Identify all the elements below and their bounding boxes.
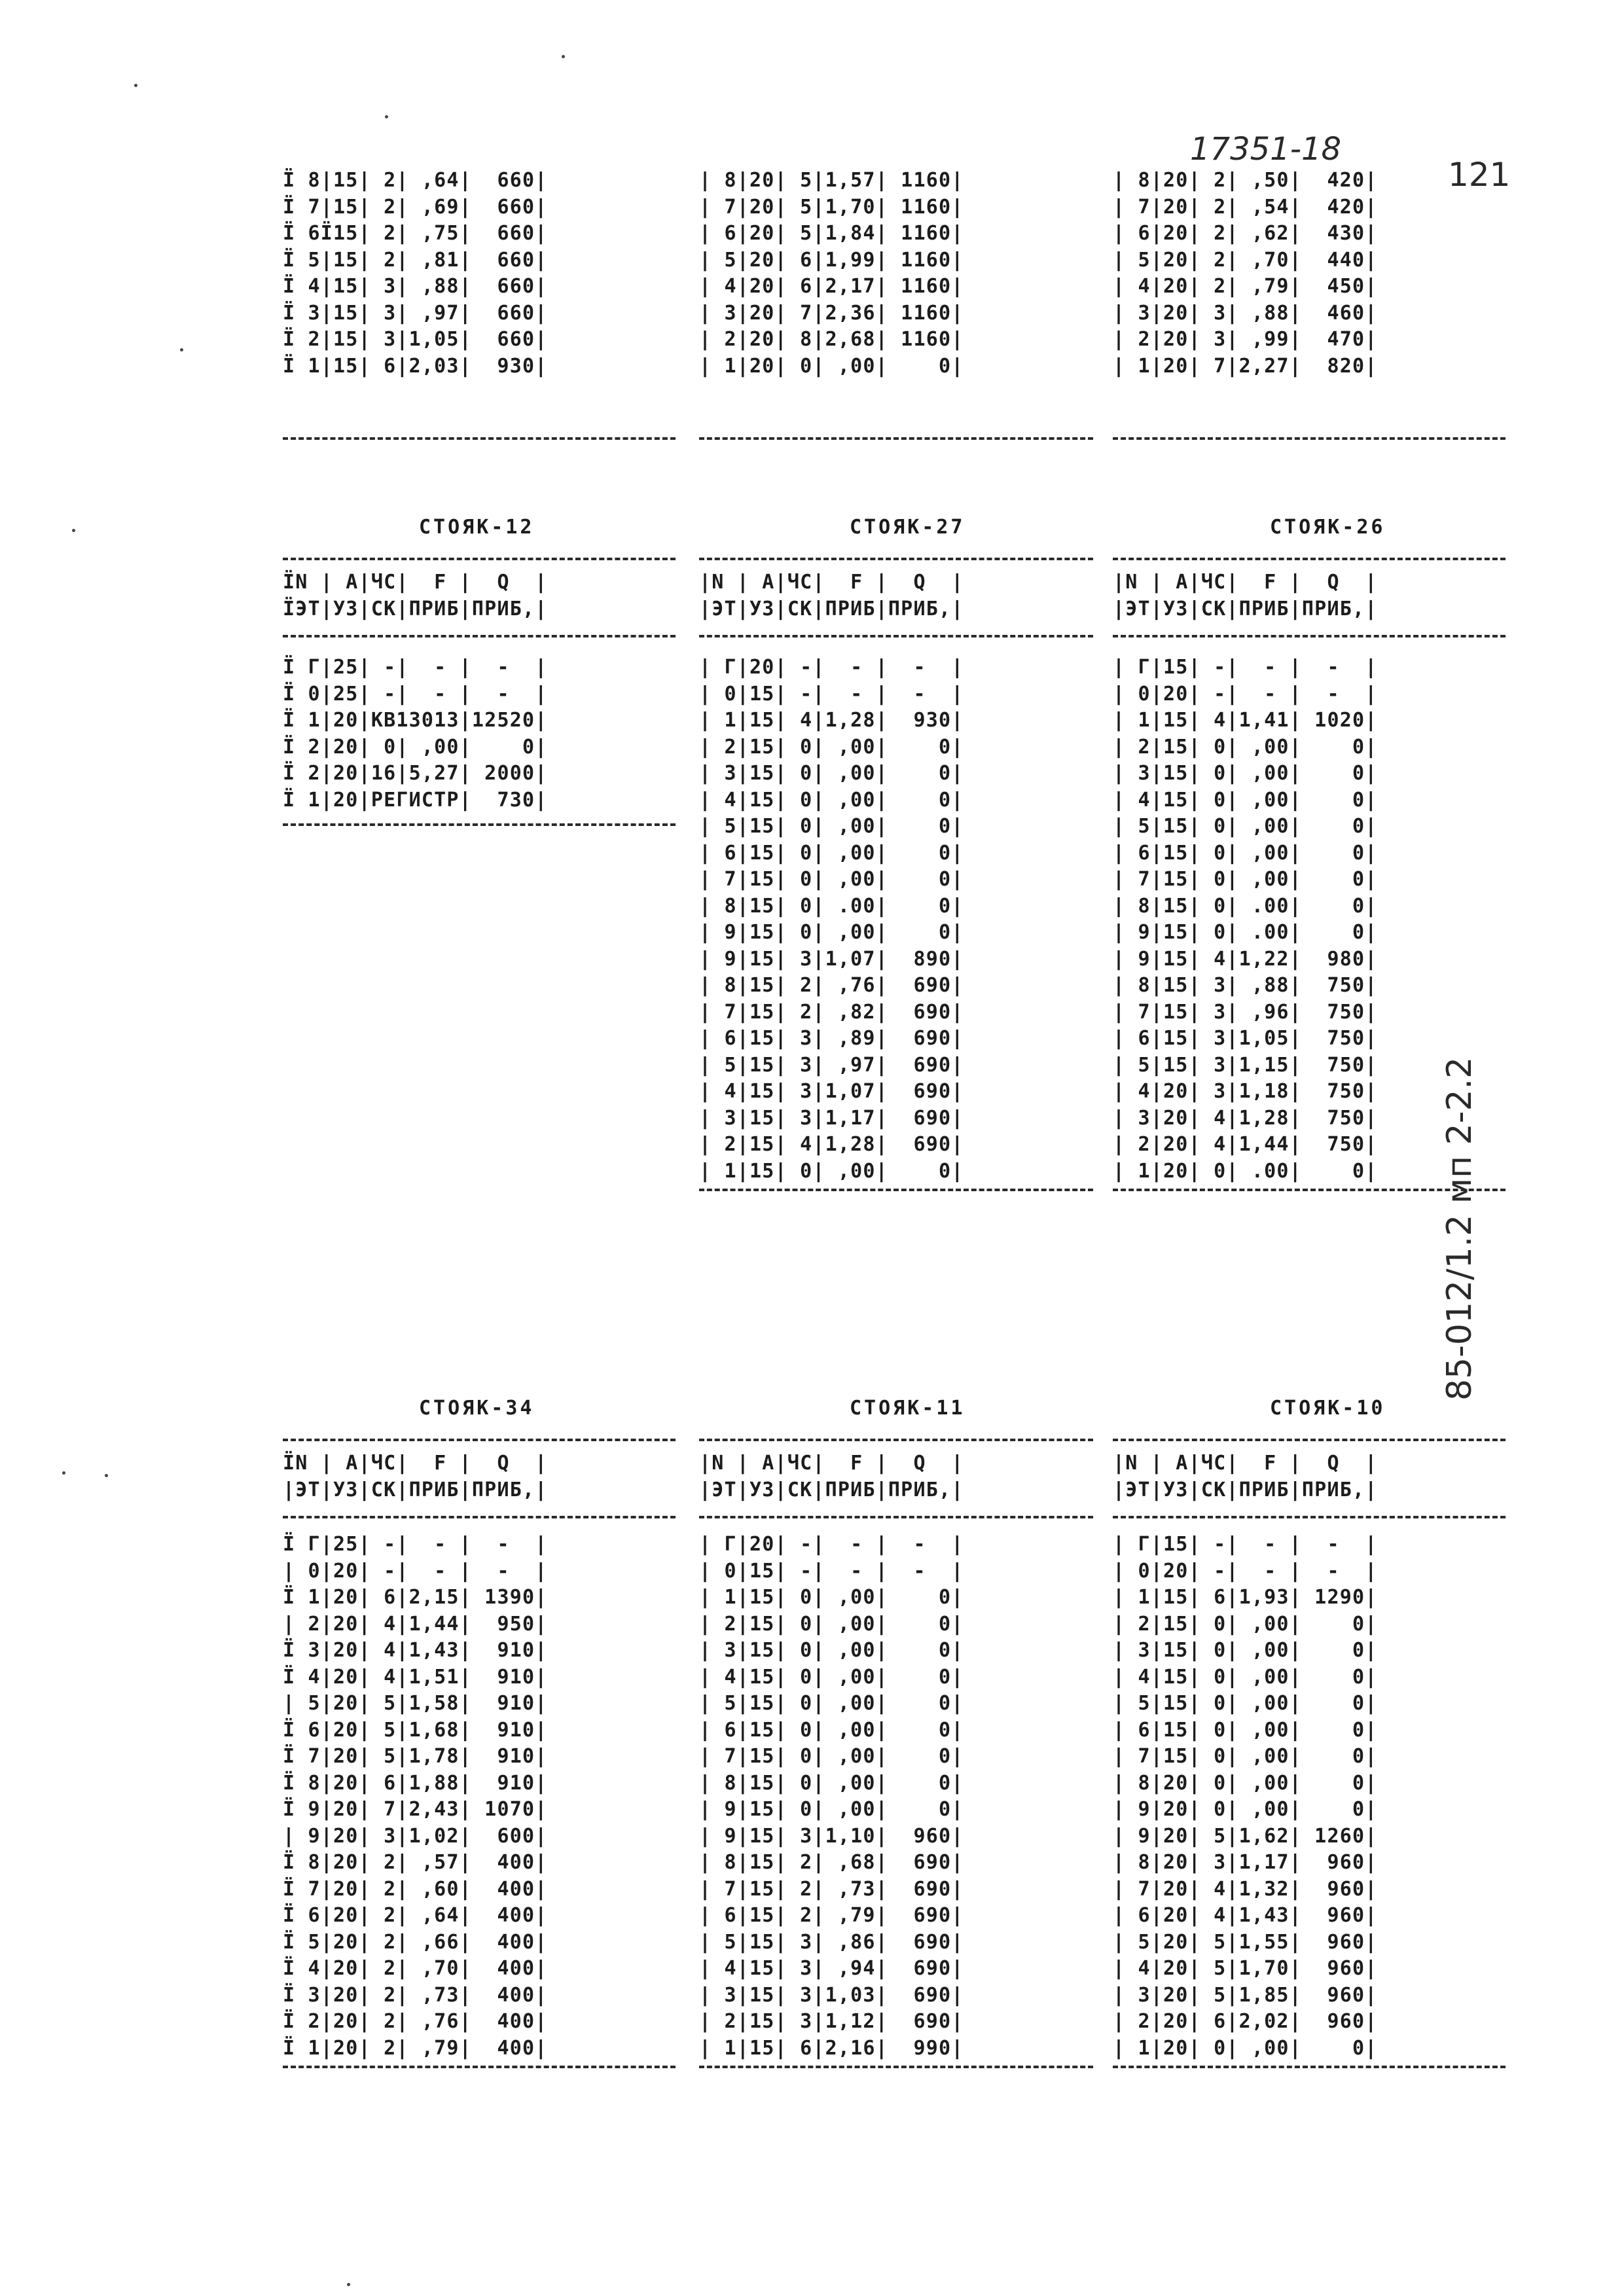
scan-speck xyxy=(134,84,137,87)
scan-speck xyxy=(180,348,183,351)
table-body-stoyak-26: | Г|15| -| - | - | | 0|20| -| - | - | | 1|15| 4|1,41| 1020| | 2|15| 0| ,00| 0| | 3|15| 0| ,00| 0| | 4|15| 0| ,00| 0| | 5|15| 0| ,00| 0| | 6|15| 0| ,00| 0| | 7|15| 0| ,00| 0| | 8|15| 0| .00| 0| | 9|15| 0| .00| 0| | 9|15| 4|1,22| 980| | 8|15| 3| ,88| 750| | 7|15| 3| ,96| 750| | 6|15| 3|1,05| 750| | 5|15| 3|1,15| 750| | 4|20| 3|1,18| 750| | 3|20| 4|1,28| 750| | 2|20| 4|1,44| 750| | 1|20| 0| .00| 0| xyxy=(1113,656,1378,1183)
table-end-rule-stoyak-12 xyxy=(283,823,676,826)
table-end-rule-stoyak-27 xyxy=(699,1189,1093,1191)
margin-code: 85-012/1.2 мп 2-2.2 xyxy=(1440,1056,1479,1401)
header-bottom-rule-1 xyxy=(283,635,676,637)
scan-speck xyxy=(72,529,75,532)
header-bottom-rule-3 xyxy=(1113,635,1506,637)
header-top-rule-4 xyxy=(283,1439,676,1441)
table-header-stoyak-10: |N | А|ЧС| F | Q | |ЭТ|УЗ|СК|ПРИБ|ПРИБ,| xyxy=(1113,1452,1378,1501)
header-bottom-rule-6 xyxy=(1113,1516,1506,1518)
table-end-rule-stoyak-11 xyxy=(699,2066,1093,2068)
top-table-2-body: | 8|20| 5|1,57| 1160| | 7|20| 5|1,70| 1160| | 6|20| 5|1,84| 1160| | 5|20| 6|1,99| 1160| | 4|20| 6|2,17| 1160| | 3|20| 7|2,36| 1160| | 2|20| 8|2,68| 1160| | 1|20| 0| ,00| 0| xyxy=(699,169,964,378)
table-end-rule-stoyak-10 xyxy=(1113,2066,1506,2068)
top-bottom-rule-3 xyxy=(1113,437,1506,440)
header-top-rule-1 xyxy=(283,558,676,560)
table-body-stoyak-10: | Г|15| -| - | - | | 0|20| -| - | - | | 1|15| 6|1,93| 1290| | 2|15| 0| ,00| 0| | 3|15| 0| ,00| 0| | 4|15| 0| ,00| 0| | 5|15| 0| ,00| 0| | 6|15| 0| ,00| 0| | 7|15| 0| ,00| 0| | 8|20| 0| ,00| 0| | 9|20| 0| ,00| 0| | 9|20| 5|1,62| 1260| | 8|20| 3|1,17| 960| | 7|20| 4|1,32| 960| | 6|20| 4|1,43| 960| | 5|20| 5|1,55| 960| | 4|20| 5|1,70| 960| | 3|20| 5|1,85| 960| | 2|20| 6|2,02| 960| | 1|20| 0| ,00| 0| xyxy=(1113,1533,1378,2060)
table-header-stoyak-27: |N | А|ЧС| F | Q | |ЭТ|УЗ|СК|ПРИБ|ПРИБ,| xyxy=(699,571,964,620)
header-bottom-rule-5 xyxy=(699,1516,1093,1518)
table-header-stoyak-26: |N | А|ЧС| F | Q | |ЭТ|УЗ|СК|ПРИБ|ПРИБ,| xyxy=(1113,571,1378,620)
header-top-rule-5 xyxy=(699,1439,1093,1441)
scan-speck xyxy=(562,55,565,58)
table-end-rule-stoyak-34 xyxy=(283,2066,676,2068)
scan-speck xyxy=(105,1474,108,1477)
table-title-stoyak-11: СТОЯК-11 xyxy=(850,1397,965,1420)
top-bottom-rule-2 xyxy=(699,437,1093,440)
page-number: 121 xyxy=(1448,156,1511,194)
table-body-stoyak-11: | Г|20| -| - | - | | 0|15| -| - | - | | 1|15| 0| ,00| 0| | 2|15| 0| ,00| 0| | 3|15| 0| ,00| 0| | 4|15| 0| ,00| 0| | 5|15| 0| ,00| 0| | 6|15| 0| ,00| 0| | 7|15| 0| ,00| 0| | 8|15| 0| ,00| 0| | 9|15| 0| ,00| 0| | 9|15| 3|1,10| 960| | 8|15| 2| ,68| 690| | 7|15| 2| ,73| 690| | 6|15| 2| ,79| 690| | 5|15| 3| ,86| 690| | 4|15| 3| ,94| 690| | 3|15| 3|1,03| 690| | 2|15| 3|1,12| 690| | 1|15| 6|2,16| 990| xyxy=(699,1533,964,2060)
top-table-3-body: | 8|20| 2| ,50| 420| | 7|20| 2| ,54| 420| | 6|20| 2| ,62| 430| | 5|20| 2| ,70| 440| | 4|20| 2| ,79| 450| | 3|20| 3| ,88| 460| | 2|20| 3| ,99| 470| | 1|20| 7|2,27| 820| xyxy=(1113,169,1378,378)
table-header-stoyak-12: ЇN | А|ЧС| F | Q | ЇЭТ|УЗ|СК|ПРИБ|ПРИБ,| xyxy=(283,571,548,620)
table-title-stoyak-27: СТОЯК-27 xyxy=(850,516,965,539)
table-header-stoyak-11: |N | А|ЧС| F | Q | |ЭТ|УЗ|СК|ПРИБ|ПРИБ,| xyxy=(699,1452,964,1501)
top-table-1-body: Ї 8|15| 2| ,64| 660| Ї 7|15| 2| ,69| 660| Ї 6Ї15| 2| ,75| 660| Ї 5|15| 2| ,81| 660| Ї 4|15| 3| ,88| 660| Ї 3|15| 3| ,97| 660| Ї 2|15| 3|1,05| 660| Ї 1|15| 6|2,03| 930| xyxy=(283,169,548,378)
scan-speck xyxy=(62,1471,65,1475)
table-title-stoyak-26: СТОЯК-26 xyxy=(1270,516,1386,539)
header-bottom-rule-2 xyxy=(699,635,1093,637)
header-top-rule-6 xyxy=(1113,1439,1506,1441)
table-title-stoyak-34: СТОЯК-34 xyxy=(419,1397,535,1420)
table-body-stoyak-27: | Г|20| -| - | - | | 0|15| -| - | - | | 1|15| 4|1,28| 930| | 2|15| 0| ,00| 0| | 3|15| 0| ,00| 0| | 4|15| 0| ,00| 0| | 5|15| 0| ,00| 0| | 6|15| 0| ,00| 0| | 7|15| 0| ,00| 0| | 8|15| 0| .00| 0| | 9|15| 0| ,00| 0| | 9|15| 3|1,07| 890| | 8|15| 2| ,76| 690| | 7|15| 2| ,82| 690| | 6|15| 3| ,89| 690| | 5|15| 3| ,97| 690| | 4|15| 3|1,07| 690| | 3|15| 3|1,17| 690| | 2|15| 4|1,28| 690| | 1|15| 0| ,00| 0| xyxy=(699,656,964,1183)
header-bottom-rule-4 xyxy=(283,1516,676,1518)
scan-speck xyxy=(347,2283,350,2286)
header-top-rule-3 xyxy=(1113,558,1506,560)
table-end-rule-stoyak-26 xyxy=(1113,1189,1506,1191)
scan-speck xyxy=(385,115,388,118)
top-bottom-rule-1 xyxy=(283,437,676,440)
header-top-rule-2 xyxy=(699,558,1093,560)
document-number: 17351-18 xyxy=(1190,131,1342,168)
table-title-stoyak-10: СТОЯК-10 xyxy=(1270,1397,1386,1420)
table-header-stoyak-34: ЇN | А|ЧС| F | Q | |ЭТ|УЗ|СК|ПРИБ|ПРИБ,| xyxy=(283,1452,548,1501)
table-body-stoyak-34: Ї Г|25| -| - | - | | 0|20| -| - | - | Ї 1|20| 6|2,15| 1390| | 2|20| 4|1,44| 950| Ї 3|20| 4|1,43| 910| Ї 4|20| 4|1,51| 910| | 5|20| 5|1,58| 910| Ї 6|20| 5|1,68| 910| Ї 7|20| 5|1,78| 910| Ї 8|20| 6|1,88| 910| Ї 9|20| 7|2,43| 1070| | 9|20| 3|1,02| 600| Ї 8|20| 2| ,57| 400| Ї 7|20| 2| ,60| 400| Ї 6|20| 2| ,64| 400| Ї 5|20| 2| ,66| 400| Ї 4|20| 2| ,70| 400| Ї 3|20| 2| ,73| 400| Ї 2|20| 2| ,76| 400| Ї 1|20| 2| ,79| 400| xyxy=(283,1533,548,2060)
table-title-stoyak-12: СТОЯК-12 xyxy=(419,516,535,539)
table-body-stoyak-12: Ї Г|25| -| - | - | Ї 0|25| -| - | - | Ї 1|20|КВ13013|12520| Ї 2|20| 0| ,00| 0| Ї 2|20|16|5,27| 2000| Ї 1|20|РЕГИСТР| 730| xyxy=(283,656,548,812)
